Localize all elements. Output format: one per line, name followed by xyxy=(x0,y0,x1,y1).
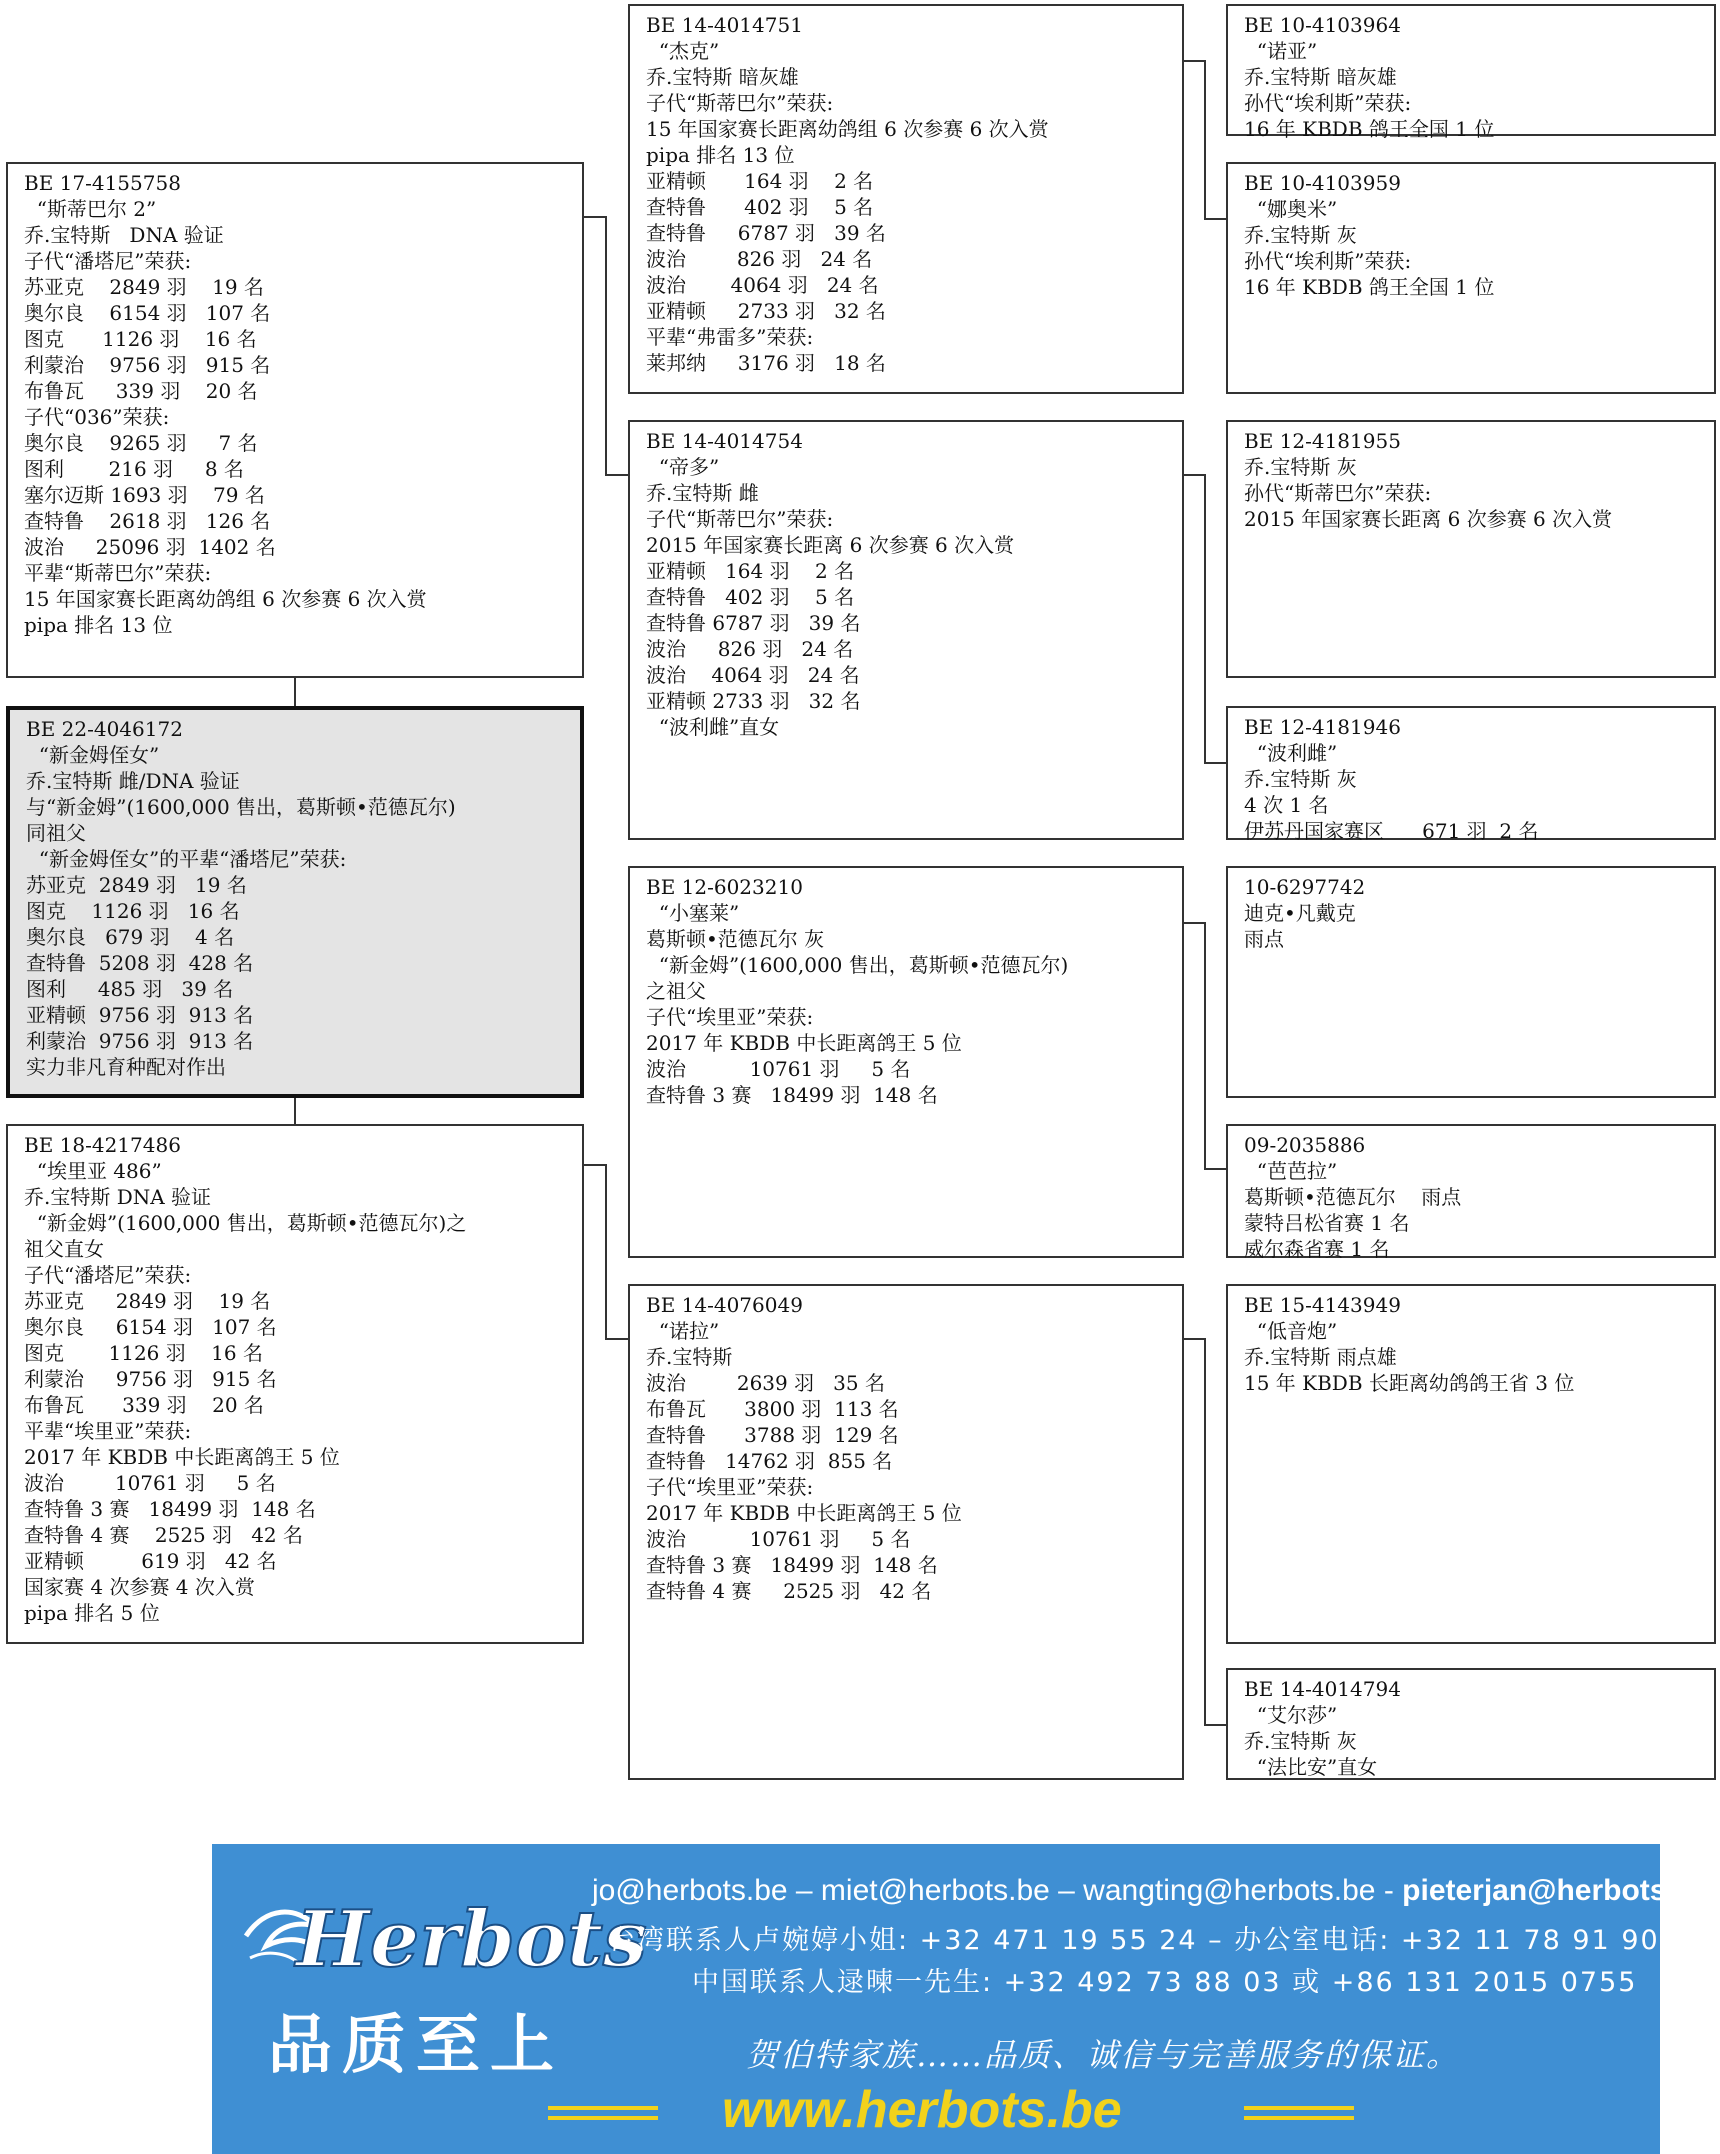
ring-number: BE 15-4143949 xyxy=(1244,1293,1401,1317)
pedigree-text-line: 波治 10761 羽 5 名 xyxy=(24,1471,276,1495)
herbots-logo xyxy=(236,1866,647,2006)
pedigree-card-ggdam-4 xyxy=(1226,1668,1716,1780)
pedigree-text-line: 乔.宝特斯 雌/DNA 验证 xyxy=(26,769,240,793)
ring-number: BE 12-4181955 xyxy=(1244,429,1401,453)
pedigree-text-line: 孙代“埃利斯”荣获: xyxy=(1244,91,1412,115)
pedigree-text-line: “小塞莱” xyxy=(646,901,740,925)
pedigree-text-line: 波治 4064 羽 24 名 xyxy=(646,273,879,297)
decorative-line-right xyxy=(1244,2106,1354,2110)
pedigree-text-line: 乔.宝特斯 暗灰雄 xyxy=(646,65,799,89)
connector-line xyxy=(1204,474,1206,762)
connector-line xyxy=(1204,1338,1206,1724)
website-link[interactable]: www.herbots.be xyxy=(722,2081,1122,2139)
pedigree-text-line: 平辈“埃里亚”荣获: xyxy=(24,1419,192,1443)
pedigree-card-ggsire-2 xyxy=(1226,420,1716,678)
connector-line xyxy=(584,1164,606,1166)
connector-line xyxy=(1204,218,1226,220)
pedigree-text-line: “埃里亚 486” xyxy=(24,1159,162,1183)
pedigree-text-line: 同祖父 xyxy=(26,821,86,845)
pedigree-text-line: 亚精顿 2733 羽 32 名 xyxy=(646,299,886,323)
pedigree-text-line: 查特鲁 6787 羽 39 名 xyxy=(646,221,886,245)
pedigree-text-line: 乔.宝特斯 xyxy=(646,1345,733,1369)
connector-line xyxy=(1204,60,1206,218)
pedigree-text-line: 子代“埃里亚”荣获: xyxy=(646,1475,814,1499)
pedigree-text-line: 乔.宝特斯 雌 xyxy=(646,481,759,505)
pedigree-text-line: 雨点 xyxy=(1244,927,1284,951)
pedigree-text-line: 波治 4064 羽 24 名 xyxy=(646,663,860,687)
connector-line xyxy=(584,216,606,218)
pedigree-text-line: 波治 2639 羽 35 名 xyxy=(646,1371,885,1395)
pedigree-text-line: 波治 25096 羽 1402 名 xyxy=(24,535,276,559)
pedigree-text-line: 乔.宝特斯 雨点雄 xyxy=(1244,1345,1397,1369)
pedigree-text-line: 亚精顿 9756 羽 913 名 xyxy=(26,1003,254,1027)
email-contacts[interactable] xyxy=(592,1874,1710,1908)
pedigree-text-line: 祖父直女 xyxy=(24,1237,104,1261)
pedigree-text-line: 莱邦纳 3176 羽 18 名 xyxy=(646,351,886,375)
pedigree-text-line: 塞尔迈斯 1693 羽 79 名 xyxy=(24,483,265,507)
pedigree-text-line: 利蒙治 9756 羽 913 名 xyxy=(26,1029,254,1053)
pedigree-text-line: 乔.宝特斯 暗灰雄 xyxy=(1244,65,1397,89)
connector-line xyxy=(1204,922,1206,1168)
pedigree-text-line: “低音炮” xyxy=(1244,1319,1338,1343)
ring-number: 10-6297742 xyxy=(1244,875,1366,899)
pedigree-text-line: 15 年国家赛长距离幼鸽组 6 次参赛 6 次入赏 xyxy=(24,587,427,611)
pedigree-text-line: “诺拉” xyxy=(646,1319,720,1343)
connector-line xyxy=(294,1098,296,1124)
ring-number: BE 14-4014794 xyxy=(1244,1677,1401,1701)
pedigree-text-line: 16 年 KBDB 鸽王全国 1 位 xyxy=(1244,117,1495,141)
pedigree-text-line: 利蒙治 9756 羽 915 名 xyxy=(24,1367,277,1391)
pedigree-text-line: “新金姆侄女”的平辈“潘塔尼”荣获: xyxy=(26,847,347,871)
email-list[interactable]: jo@herbots.be – miet@herbots.be – wangting@herbots.be - xyxy=(592,1874,1403,1907)
contact-taiwan: 台湾联系人卢婉婷小姐: +32 471 19 55 24 – 办公室电话: +32 11 78 91 90 xyxy=(608,1925,1660,1956)
pedigree-text-line: 葛斯顿•范德瓦尔 灰 xyxy=(646,927,825,951)
pedigree-text-line: 子代“036”荣获: xyxy=(24,405,170,429)
pedigree-text-line: “芭芭拉” xyxy=(1244,1159,1338,1183)
ring-number: BE 14-4014754 xyxy=(646,429,803,453)
connector-line xyxy=(1204,762,1226,764)
pedigree-text-line: 布鲁瓦 3800 羽 113 名 xyxy=(646,1397,899,1421)
pedigree-text-line: “斯蒂巴尔 2” xyxy=(24,197,157,221)
connector-line xyxy=(605,474,628,476)
pedigree-card-maternal-grandsire xyxy=(628,866,1184,1258)
pedigree-card-ggdam-1 xyxy=(1226,162,1716,394)
pedigree-card-ggsire-1 xyxy=(1226,4,1716,141)
pedigree-text-line: 查特鲁 2618 羽 126 名 xyxy=(24,509,271,533)
pedigree-text-line: “新金姆”(1600,000 售出，葛斯顿•范德瓦尔)之 xyxy=(24,1211,467,1235)
ring-number: BE 22-4046172 xyxy=(26,717,183,741)
pedigree-text-line: 实力非凡育种配对作出 xyxy=(26,1055,226,1079)
pedigree-text-line: 苏亚克 2849 羽 19 名 xyxy=(24,1289,271,1313)
pedigree-card-ggsire-3 xyxy=(1226,866,1716,1098)
pedigree-text-line: 图克 1126 羽 16 名 xyxy=(24,327,257,351)
pedigree-text-line: 15 年 KBDB 长距离幼鸽鸽王省 3 位 xyxy=(1244,1371,1575,1395)
pedigree-text-line: 布鲁瓦 339 羽 20 名 xyxy=(24,379,258,403)
pedigree-text-line: 迪克•凡戴克 xyxy=(1244,901,1356,925)
ring-number: BE 17-4155758 xyxy=(24,171,181,195)
pedigree-text-line: 子代“潘塔尼”荣获: xyxy=(24,249,192,273)
pedigree-text-line: pipa 排名 13 位 xyxy=(646,143,795,167)
slogan: 品质至上 xyxy=(268,2008,564,2083)
pedigree-text-line: 查特鲁 3788 羽 129 名 xyxy=(646,1423,899,1447)
pedigree-card-subject xyxy=(6,706,584,1098)
pedigree-text-line: 查特鲁 402 羽 5 名 xyxy=(646,585,855,609)
ring-number: BE 14-4014751 xyxy=(646,13,803,37)
footer-banner xyxy=(212,1844,1710,2154)
ring-number: BE 12-4181946 xyxy=(1244,715,1401,739)
pedigree-card-dam xyxy=(6,1124,584,1644)
connector-line xyxy=(1204,1724,1226,1726)
pedigree-text-line: 威尔森省赛 1 名 xyxy=(1244,1237,1390,1261)
pedigree-text-line: “帝多” xyxy=(646,455,720,479)
pedigree-text-line: 之祖父 xyxy=(646,979,706,1003)
pedigree-text-line: 与“新金姆”(1600,000 售出，葛斯顿•范德瓦尔) xyxy=(26,795,456,819)
pedigree-text-line: 布鲁瓦 339 羽 20 名 xyxy=(24,1393,264,1417)
ring-number: BE 18-4217486 xyxy=(24,1133,181,1157)
ring-number: BE 10-4103964 xyxy=(1244,13,1401,37)
pedigree-text-line: 查特鲁 4 赛 2525 羽 42 名 xyxy=(646,1579,932,1603)
pedigree-text-line: “新金姆”(1600,000 售出，葛斯顿•范德瓦尔) xyxy=(646,953,1069,977)
pedigree-text-line: 查特鲁 6787 羽 39 名 xyxy=(646,611,861,635)
connector-line xyxy=(1184,60,1204,62)
pedigree-text-line: 波治 10761 羽 5 名 xyxy=(646,1057,911,1081)
pedigree-text-line: 图克 1126 羽 16 名 xyxy=(26,899,240,923)
pedigree-text-line: 奥尔良 6154 羽 107 名 xyxy=(24,301,271,325)
pedigree-text-line: 查特鲁 5208 羽 428 名 xyxy=(26,951,254,975)
email-pieterjan[interactable]: pieterjan@herbots.be xyxy=(1402,1874,1710,1907)
svg-text:Herbots: Herbots xyxy=(296,1894,647,1985)
pedigree-text-line: 苏亚克 2849 羽 19 名 xyxy=(24,275,264,299)
pedigree-text-line: 奥尔良 6154 羽 107 名 xyxy=(24,1315,277,1339)
pedigree-text-line: 亚精顿 2733 羽 32 名 xyxy=(646,689,861,713)
pedigree-text-line: 奥尔良 679 羽 4 名 xyxy=(26,925,235,949)
pedigree-text-line: pipa 排名 13 位 xyxy=(24,613,173,637)
pedigree-text-line: “新金姆侄女” xyxy=(26,743,160,767)
pedigree-text-line: 查特鲁 14762 羽 855 名 xyxy=(646,1449,893,1473)
pedigree-text-line: “波利雌”直女 xyxy=(646,715,780,739)
pedigree-card-maternal-granddam xyxy=(628,1284,1184,1780)
pedigree-text-line: 波治 826 羽 24 名 xyxy=(646,637,854,661)
pedigree-text-line: 2017 年 KBDB 中长距离鸽王 5 位 xyxy=(646,1501,962,1525)
pedigree-card-ggdam-3 xyxy=(1226,1124,1716,1261)
pedigree-text-line: “诺亚” xyxy=(1244,39,1318,63)
pedigree-card-ggsire-4 xyxy=(1226,1284,1716,1644)
pedigree-text-line: 乔.宝特斯 灰 xyxy=(1244,767,1357,791)
pedigree-card-sire xyxy=(6,162,584,678)
pedigree-text-line: 孙代“埃利斯”荣获: xyxy=(1244,249,1412,273)
ring-number: BE 12-6023210 xyxy=(646,875,803,899)
pedigree-text-line: “法比安”直女 xyxy=(1244,1755,1378,1779)
pedigree-text-line: 葛斯顿•范德瓦尔 雨点 xyxy=(1244,1185,1462,1209)
pedigree-text-line: 子代“潘塔尼”荣获: xyxy=(24,1263,192,1287)
decorative-line-left xyxy=(548,2106,658,2110)
pedigree-card-paternal-grandsire xyxy=(628,4,1184,394)
pedigree-text-line: 亚精顿 619 羽 42 名 xyxy=(24,1549,277,1573)
pedigree-text-line: “艾尔莎” xyxy=(1244,1703,1338,1727)
pedigree-card-paternal-granddam xyxy=(628,420,1184,840)
pedigree-text-line: 图利 216 羽 8 名 xyxy=(24,457,244,481)
decorative-line-left xyxy=(548,2116,658,2120)
pedigree-text-line: 16 年 KBDB 鸽王全国 1 位 xyxy=(1244,275,1495,299)
pedigree-text-line: “波利雌” xyxy=(1244,741,1338,765)
pedigree-text-line: 孙代“斯蒂巴尔”荣获: xyxy=(1244,481,1432,505)
pedigree-text-line: 亚精顿 164 羽 2 名 xyxy=(646,559,855,583)
pedigree-text-line: 乔.宝特斯 灰 xyxy=(1244,1729,1357,1753)
pedigree-text-line: 2017 年 KBDB 中长距离鸽王 5 位 xyxy=(646,1031,962,1055)
connector-line xyxy=(1184,1338,1204,1340)
pedigree-text-line: 查特鲁 3 赛 18499 羽 148 名 xyxy=(646,1083,938,1107)
pedigree-text-line: 乔.宝特斯 灰 xyxy=(1244,223,1357,247)
pedigree-text-line: 平辈“斯蒂巴尔”荣获: xyxy=(24,561,212,585)
pedigree-text-line: “娜奥米” xyxy=(1244,197,1338,221)
pedigree-text-line: 子代“斯蒂巴尔”荣获: xyxy=(646,507,834,531)
pedigree-text-line: 蒙特吕松省赛 1 名 xyxy=(1244,1211,1410,1235)
ring-number: BE 10-4103959 xyxy=(1244,171,1401,195)
connector-line xyxy=(605,1338,628,1340)
ring-number: 09-2035886 xyxy=(1244,1133,1366,1157)
connector-line xyxy=(1184,474,1204,476)
pedigree-text-line: 2015 年国家赛长距离 6 次参赛 6 次入赏 xyxy=(1244,507,1613,531)
pedigree-text-line: 平辈“弗雷多”荣获: xyxy=(646,325,814,349)
pedigree-text-line: 15 年国家赛长距离幼鸽组 6 次参赛 6 次入赏 xyxy=(646,117,1049,141)
pedigree-text-line: 子代“斯蒂巴尔”荣获: xyxy=(646,91,834,115)
pedigree-text-line: 伊苏丹国家赛区 671 羽 2 名 xyxy=(1244,819,1539,843)
pedigree-text-line: “杰克” xyxy=(646,39,720,63)
pedigree-text-line: 查特鲁 3 赛 18499 羽 148 名 xyxy=(646,1553,938,1577)
pedigree-text-line: 利蒙治 9756 羽 915 名 xyxy=(24,353,271,377)
pedigree-text-line: 奥尔良 9265 羽 7 名 xyxy=(24,431,258,455)
pedigree-text-line: 图利 485 羽 39 名 xyxy=(26,977,234,1001)
pedigree-text-line: 2015 年国家赛长距离 6 次参赛 6 次入赏 xyxy=(646,533,1015,557)
pedigree-text-line: 查特鲁 3 赛 18499 羽 148 名 xyxy=(24,1497,316,1521)
pedigree-text-line: 波治 10761 羽 5 名 xyxy=(646,1527,911,1551)
pedigree-card-ggdam-2 xyxy=(1226,706,1716,843)
pedigree-text-line: 波治 826 羽 24 名 xyxy=(646,247,873,271)
pedigree-text-line: 乔.宝特斯 灰 xyxy=(1244,455,1357,479)
pedigree-text-line: 亚精顿 164 羽 2 名 xyxy=(646,169,874,193)
tagline: 贺伯特家族……品质、诚信与完善服务的保证。 xyxy=(746,2036,1461,2074)
pedigree-text-line: 苏亚克 2849 羽 19 名 xyxy=(26,873,247,897)
pedigree-text-line: 2017 年 KBDB 中长距离鸽王 5 位 xyxy=(24,1445,340,1469)
pedigree-text-line: 查特鲁 402 羽 5 名 xyxy=(646,195,874,219)
pedigree-text-line: 图克 1126 羽 16 名 xyxy=(24,1341,263,1365)
connector-line xyxy=(294,678,296,706)
pedigree-text-line: 4 次 1 名 xyxy=(1244,793,1329,817)
pedigree-text-line: 乔.宝特斯 DNA 验证 xyxy=(24,1185,212,1209)
pedigree-text-line: pipa 排名 5 位 xyxy=(24,1601,160,1625)
connector-line xyxy=(1204,1168,1226,1170)
connector-line xyxy=(605,216,607,474)
ring-number: BE 14-4076049 xyxy=(646,1293,803,1317)
pedigree-text-line: 子代“埃里亚”荣获: xyxy=(646,1005,814,1029)
connector-line xyxy=(1184,922,1204,924)
pedigree-text-line: 乔.宝特斯 DNA 验证 xyxy=(24,223,224,247)
pedigree-text-line: 查特鲁 4 赛 2525 羽 42 名 xyxy=(24,1523,304,1547)
pedigree-text-line: 国家赛 4 次参赛 4 次入赏 xyxy=(24,1575,255,1599)
contact-china: 中国联系人逯暕一先生: +32 492 73 88 03 或 +86 131 2015 0755 xyxy=(692,1967,1638,1998)
connector-line xyxy=(605,1164,607,1338)
decorative-line-right xyxy=(1244,2116,1354,2120)
